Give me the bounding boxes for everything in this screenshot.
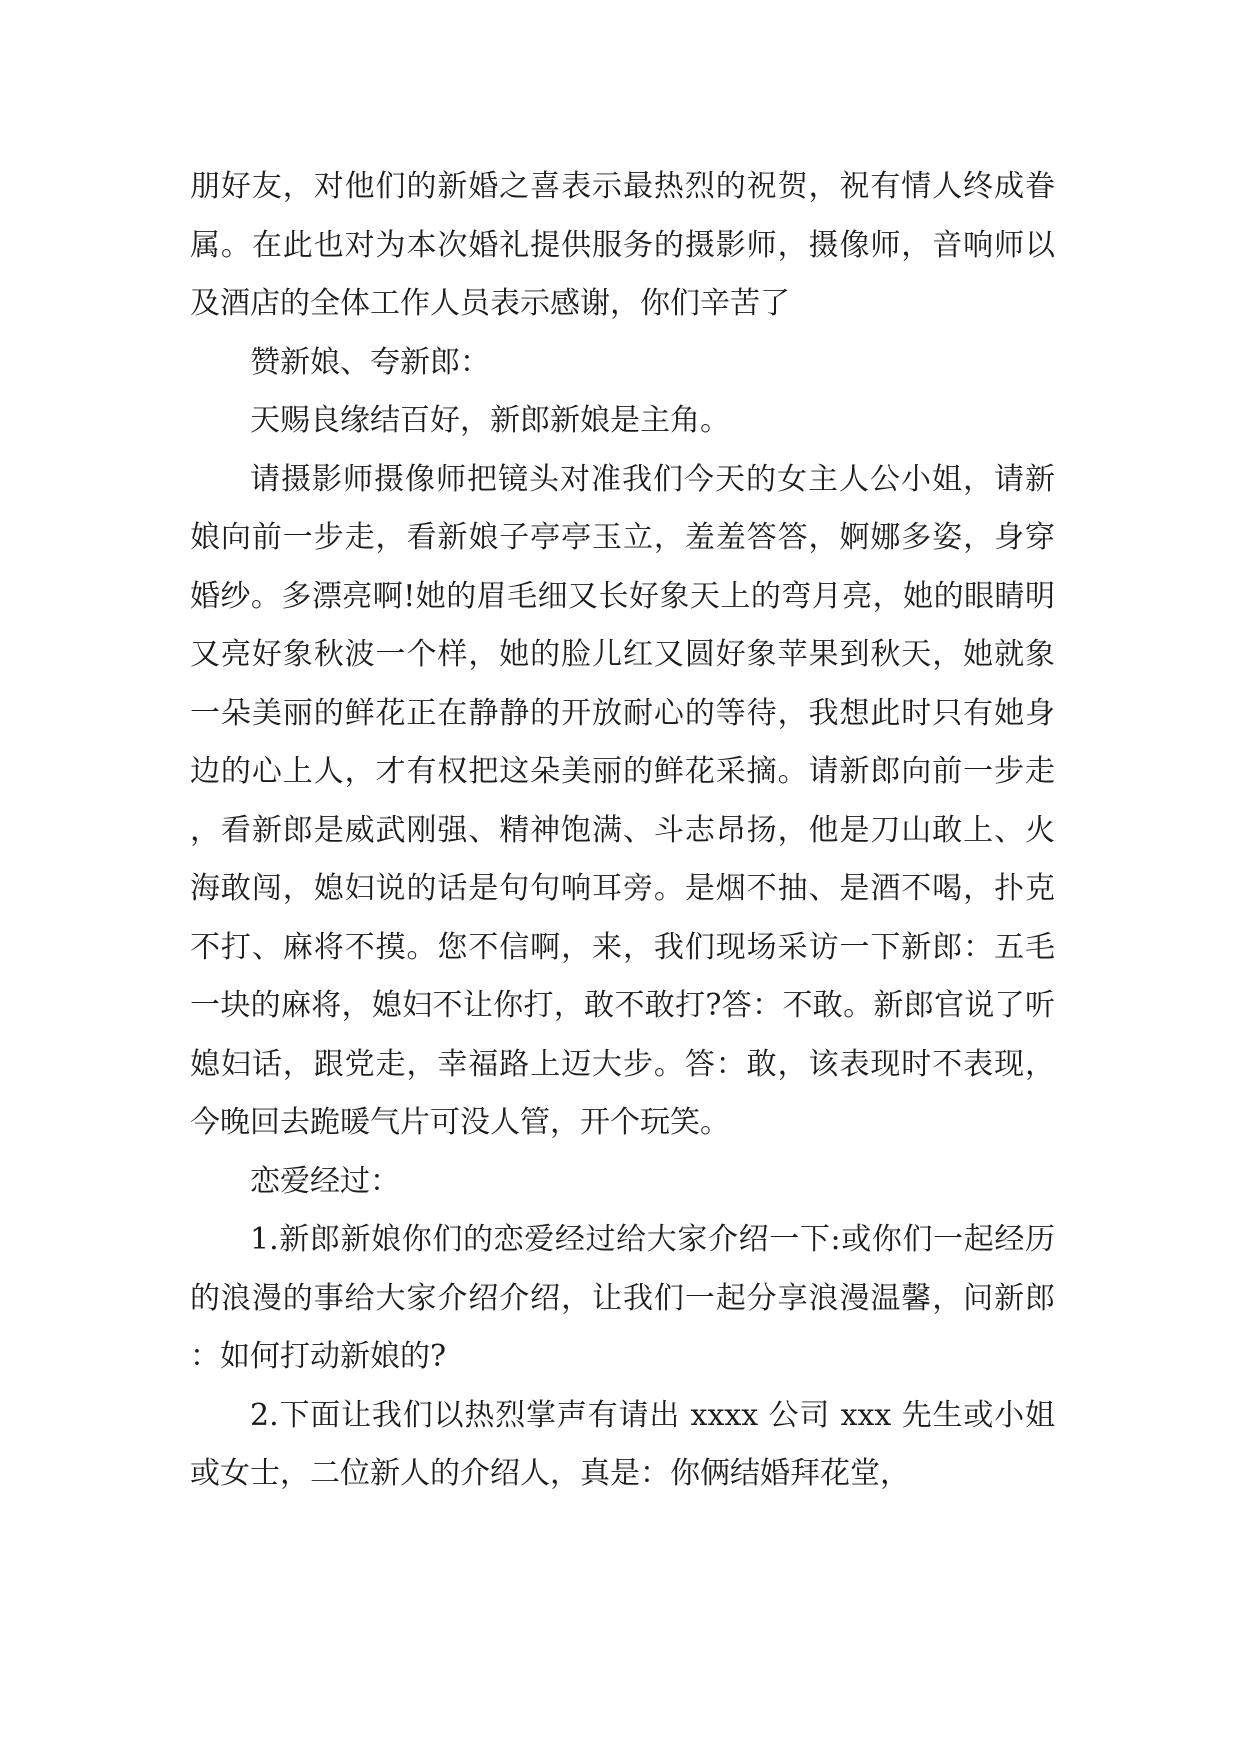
- heading-love-story: 恋爱经过：: [250, 1163, 400, 1199]
- paragraph-blessing-line: 天赐良缘结百好，新郎新娘是主角。: [250, 403, 730, 438]
- paragraph-thanks: 朋好友，对他们的新婚之喜表示最热烈的祝贺，祝有情人终成眷属。在此也对为本次婚礼提供服务的摄影师，摄像师，音响师以及酒店的全体工作人员表示感谢，你们辛苦了: [190, 169, 1055, 321]
- list-item-1: 1.新郎新娘你们的恋爱经过给大家介绍一下:或你们一起经历的浪漫的事给大家介绍介绍，让我们一起分享浪漫温馨，问新郎：如何打动新娘的?: [190, 1222, 1055, 1374]
- list-item-2: 2.下面让我们以热烈掌声有请出 xxxx 公司 xxx 先生或小姐或女士，二位新人的介绍人，真是：你俩结婚拜花堂，: [190, 1397, 1055, 1491]
- paragraph-bride-groom-introduction: 请摄影师摄像师把镜头对准我们今天的女主人公小姐，请新娘向前一步走，看新娘子亭亭玉立，羞羞答答，婀娜多姿，身穿婚纱。多漂亮啊!她的眉毛细又长好象天上的弯月亮，她的眼睛明又亮好象秋波一个样，她的脸儿红又圆好象苹果到秋天，她就象一朵美丽的鲜花正在静静的开放耐心的等待，我想此时只有她身边的心上人，才有权把这朵美丽的鲜花采摘。请新郎向前一步走，看新郎是威武刚强、精神饱满、斗志昂扬，他是刀山敢上、火海敢闯，媳妇说的话是句句响耳旁。是烟不抽、是酒不喝，扑克不打、麻将不摸。您不信啊，来，我们现场采访一下新郎：五毛一块的麻将，媳妇不让你打，敢不敢打?答：不敢。新郎官说了听媳妇话，跟党走，幸福路上迈大步。答：敢，该表现时不表现，今晚回去跪暖气片可没人管，开个玩笑。: [190, 461, 1055, 1140]
- heading-praise-bride-groom: 赞新娘、夸新郎：: [250, 344, 490, 380]
- document-body: [190, 158, 1055, 1504]
